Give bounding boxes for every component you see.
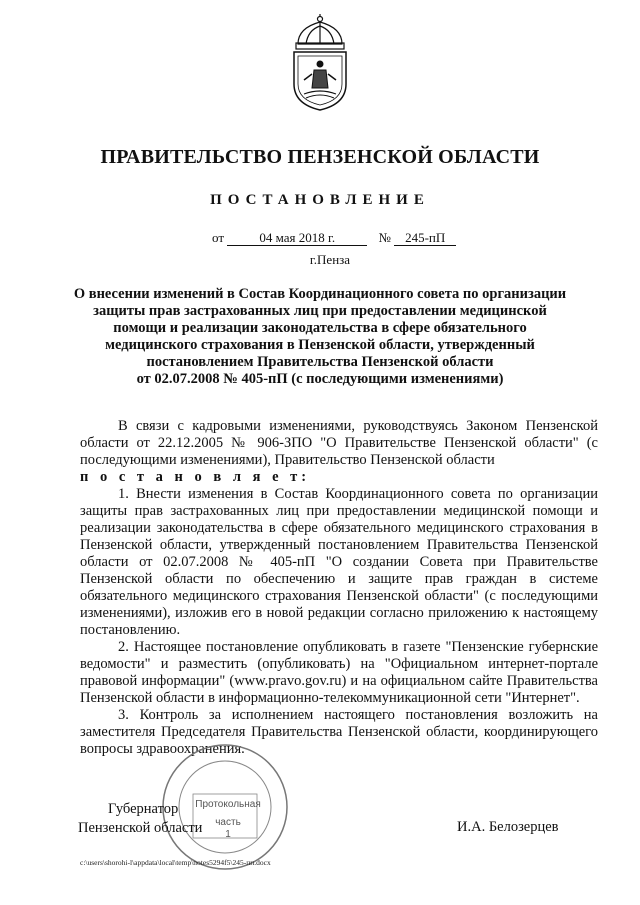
city: г.Пенза [309,252,351,267]
decree-paragraph [80,469,598,486]
signatory-title [78,800,202,838]
signatory-title-line-1: Губернатор [108,801,179,817]
heading-line: постановлением Правительства Пензенской области [146,354,494,370]
stamp-line-3: 1 [225,829,231,840]
decree-word: п о с т а н о в л я е т: [80,469,311,485]
item-1-paragraph: 1. Внести изменения в Состав Координационного совета по организации защиты прав застрахованных лиц при предоставлении медицинской помощи и реализации законодательства в сфере обязательного медицинского страхования в Пензенской области, утвержденный постановлением Правительства Пензенской области от 02.07.2008 № 405-пП "О создании Совета при Правительстве Пензенской области по обеспечению и защите прав граждан в системе обязательного медицинского страхования Пензенской области" (с последующими изменениями), изложив его в новой редакции согласно приложению к настоящему постановлению. [80,486,598,638]
item-2-paragraph: 2. Настоящее постановление опубликовать в газете "Пензенские губернские ведомости" и разместить (опубликовать) на "Официальном интернет-портале правовой информации" (www.pravo.gov.ru) и на официальном сайте Правительства Пензенской области в информационно-телекоммуникационной сети "Интернет". [80,639,598,706]
file-path-footer: c:\users\shorohi-l\appdata\local\temp\notes5294f5\245-пп.docx [80,858,271,867]
stamp-line-1: Протокольная [195,799,261,810]
heading-line: от 02.07.2008 № 405-пП (с последующими изменениями) [136,371,504,387]
heading-line: защиты прав застрахованных лиц при предоставлении медицинской [93,303,547,319]
date-value: 04 мая 2018 г. [227,231,367,246]
document-heading [70,286,570,388]
stamp-line-2: часть [215,817,241,828]
number-prefix: № [378,230,391,245]
document-type: ПОСТАНОВЛЕНИЕ [210,192,430,208]
item-3-paragraph: 3. Контроль за исполнением настоящего постановления возложить на заместителя Председателя Правительства Пензенской области, координирующего вопросы здравоохранения. [80,707,598,757]
stamp-text [193,799,263,841]
coat-of-arms-emblem [284,14,356,112]
signatory-name: И.А. Белозерцев [457,819,559,835]
signatory-title-line-2: Пензенской области [78,820,203,836]
date-number-line [212,230,456,246]
date-prefix: от [212,230,225,245]
heading-line: медицинского страхования в Пензенской области, утвержденный [105,337,535,353]
document-body [80,418,598,758]
heading-line: О внесении изменений в Состав Координационного совета по организации [73,286,567,302]
intro-paragraph: В связи с кадровыми изменениями, руководствуясь Законом Пензенской области от 22.12.2005 № 906-ЗПО "О Правительстве Пензенской области" (с последующими изменениями), Правительство Пензенской области [80,418,598,468]
heading-line: помощи и реализации законодательства в сфере обязательного [113,320,527,336]
number-value: 245-пП [394,231,456,246]
government-title: ПРАВИТЕЛЬСТВО ПЕНЗЕНСКОЙ ОБЛАСТИ [100,146,540,168]
